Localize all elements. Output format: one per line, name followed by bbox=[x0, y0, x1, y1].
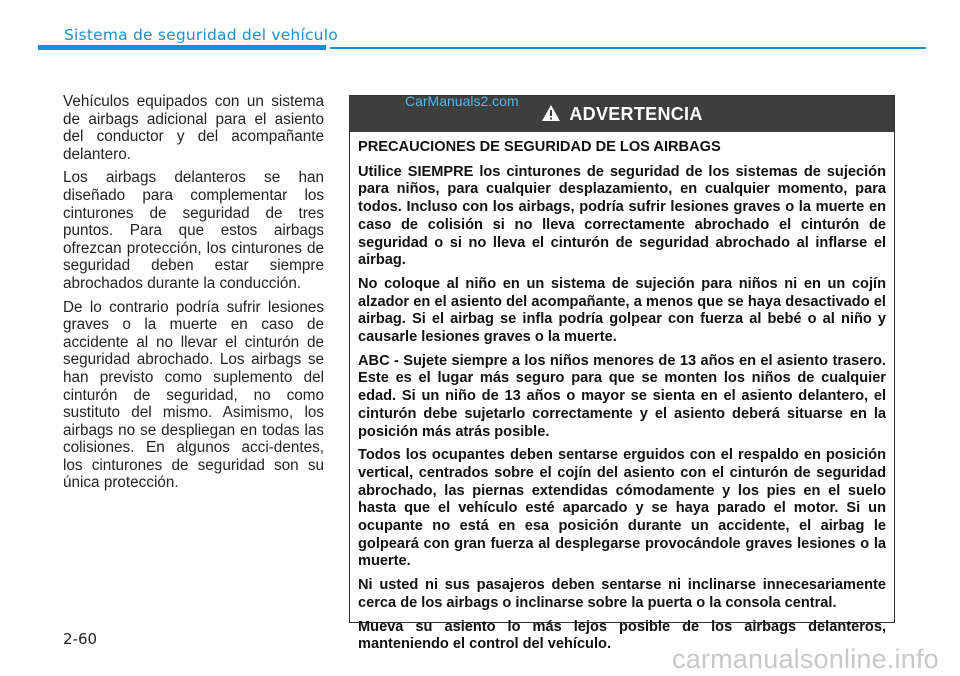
warning-paragraph: Mueva su asiento lo más lejos posible de los airbags delanteros, manteniendo el control del vehículo. bbox=[358, 618, 886, 653]
warning-title: ADVERTENCIA bbox=[569, 103, 703, 124]
warning-paragraph: Todos los ocupantes deben sentarse erguidos con el respaldo en posición vertical, centrados sobre el cojín del asiento con el cinturón de seguridad abrochado, las piernas extendidas cómodamente y los pies en el suelo hasta que el vehículo esté aparcado y se haya parado el motor. Si un ocupante no está en esa posición durante un accidente, el airbag le golpeará con gran fuerza al desplegarse provocándole graves lesiones o la muerte. bbox=[358, 447, 886, 570]
warning-paragraph: Utilice SIEMPRE los cinturones de seguridad de los sistemas de sujeción para niños, para cualquier desplazamiento, en cualquier momento, para todos. Incluso con los airbags, podría sufrir lesiones graves o la muerte en caso de colisión si no lleva correctamente abrochado el cinturón de seguridad o si no lleva el cinturón de seguridad abrochado al inflarse el airbag. bbox=[358, 163, 886, 269]
section-title: Sistema de seguridad del vehículo bbox=[64, 26, 338, 44]
warning-paragraph: No coloque al niño en un sistema de sujeción para niños ni en un cojín alzador en el asiento del acompañante, a menos que se haya desactivado el airbag. Si el airbag se infla podría golpear con fuerza al bebé o al niño y causarle lesiones graves o la muerte. bbox=[358, 275, 886, 346]
left-column-text bbox=[63, 93, 324, 498]
warning-paragraph: Ni usted ni sus pasajeros deben sentarse ni inclinarse innecesariamente cerca de los airbags o inclinarse sobre la puerta o la consola central. bbox=[358, 577, 886, 611]
header-rule-thick bbox=[38, 45, 326, 50]
paragraph: Los airbags delanteros se han diseñado para complementar los cinturones de seguridad de tres puntos. Para que estos airbags ofrezcan protección, los cinturones de seguridad deben estar siempre abrochados durante la conducción. bbox=[63, 169, 324, 292]
paragraph: Vehículos equipados con un sistema de airbags adicional para el asiento del conductor y del acompañante delantero. bbox=[63, 93, 324, 163]
warning-heading: PRECAUCIONES DE SEGURIDAD DE LOS AIRBAGS bbox=[358, 139, 721, 155]
warning-paragraph: ABC - Sujete siempre a los niños menores de 13 años en el asiento trasero. Este es el lugar más seguro para que se monten los niños de cualquier edad. Si un niño de 13 años o mayor se sienta en el asiento delantero, el cinturón debe sujetarlo correctamente y el asiento deberá situarse en la posición más atrás posible. bbox=[358, 352, 886, 440]
warning-body bbox=[358, 139, 886, 660]
paragraph: De lo contrario podría sufrir lesiones graves o la muerte en caso de accidente al no llevar el cinturón de seguridad abrochado. Los airbags se han previsto como suplemento del cinturón de seguridad, no como sustituto del mismo. Asimismo, los airbags no se despliegan en todas las colisiones. En algunos acci-dentes, los cinturones de seguridad son su única protección. bbox=[63, 298, 324, 492]
warning-triangle-icon bbox=[541, 104, 561, 122]
footer-brand-link[interactable]: carmanualsonline.info bbox=[672, 644, 939, 674]
header-rule-thin bbox=[330, 47, 926, 49]
warning-box bbox=[349, 95, 895, 653]
watermark-text: CarManuals2.com bbox=[405, 93, 519, 109]
page-number: 2-60 bbox=[63, 630, 98, 648]
